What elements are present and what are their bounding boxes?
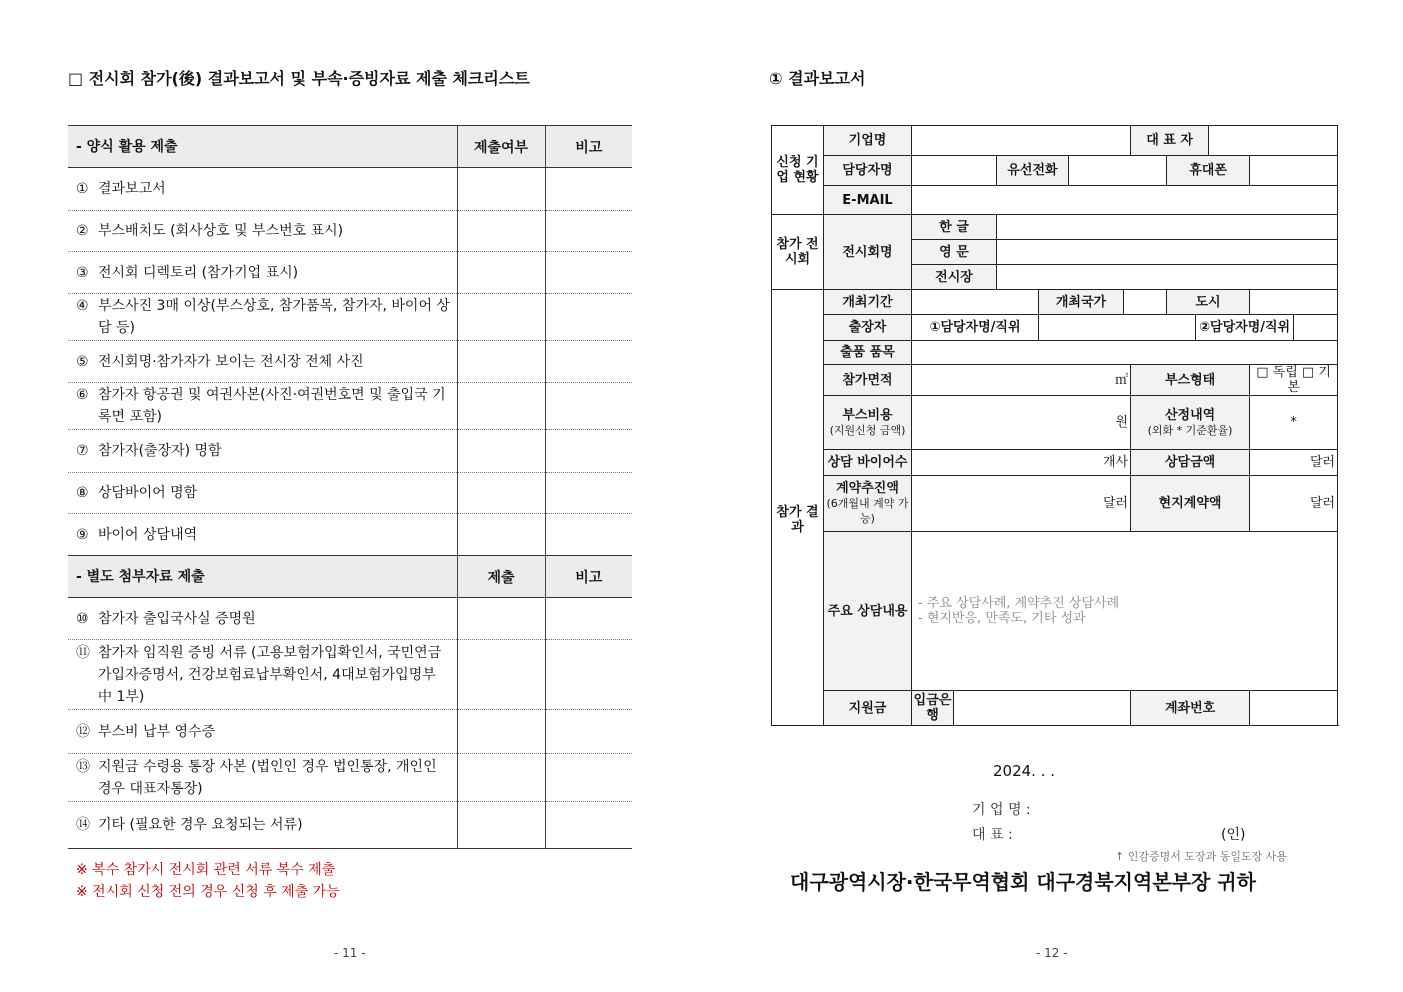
item-number: ⑩ — [76, 610, 89, 627]
note-cell[interactable] — [545, 430, 632, 473]
label-company-name: 기업명 — [824, 126, 912, 156]
report-title: ① 결과보고서 — [769, 69, 866, 88]
checklist-row — [68, 168, 632, 211]
label-email: E-MAIL — [824, 186, 912, 215]
note-cell[interactable] — [545, 598, 632, 640]
label-landline: 유선전화 — [997, 156, 1069, 186]
note-cell[interactable] — [545, 252, 632, 294]
item-text: 참가자 임직원 증빙 서류 (고용보험가입확인서, 국민연금가입자증명서, 건강보험료납부확인서, 4대보험가입명부 中 1부) — [98, 644, 442, 705]
submit-cell[interactable] — [457, 294, 545, 341]
col-note: 비고 — [545, 556, 632, 598]
label-booth-cost — [824, 396, 912, 450]
label-city: 도시 — [1167, 290, 1250, 315]
email-field[interactable] — [912, 186, 1338, 215]
label-ceo: 대 표 자 — [1131, 126, 1209, 156]
item-number: ③ — [76, 264, 89, 281]
note-cell[interactable] — [545, 640, 632, 710]
ceo-field[interactable] — [1209, 126, 1338, 156]
label-exhibition-name: 전시회명 — [824, 215, 912, 290]
label-buyers: 상담 바이어수 — [824, 450, 912, 476]
page-number: - 12 - — [1036, 946, 1068, 960]
mobile-field[interactable] — [1250, 156, 1338, 186]
label-account: 계좌번호 — [1131, 691, 1250, 726]
item-text: 상담바이어 명함 — [98, 485, 198, 501]
hint-line: - 현지반응, 만족도, 기타 성과 — [918, 611, 1086, 626]
contract-sub: (6개월내 계약 가능) — [826, 497, 909, 525]
item-number: ⑫ — [76, 723, 90, 740]
checklist-row — [68, 430, 632, 473]
section-result: 참가 결과 — [772, 315, 824, 726]
dollar-unit[interactable]: 달러 — [1250, 450, 1338, 476]
calc-sub: (외화 * 기준환율) — [1147, 423, 1233, 437]
addressee: 대구광역시장·한국무역협회 대구경북지역본부장 귀하 — [790, 870, 1256, 894]
section-title: - 별도 첨부자료 제출 — [68, 556, 457, 598]
city-field[interactable] — [1250, 290, 1338, 315]
english-name-field[interactable] — [997, 240, 1338, 265]
report-date: 2024. . . — [993, 762, 1056, 780]
item-text: 지원금 수령용 통장 사본 (법인인 경우 법인통장, 개인인 경우 대표자통장) — [98, 758, 437, 797]
seal-mark: (인) — [1221, 827, 1246, 843]
country-field[interactable] — [1124, 290, 1167, 315]
item-text: 부스비 납부 영수증 — [98, 723, 216, 740]
note-cell[interactable] — [545, 211, 632, 252]
main-consult-field[interactable] — [912, 532, 1338, 691]
label-contract — [824, 476, 912, 532]
item-number: ⑭ — [76, 817, 90, 833]
submit-cell[interactable] — [457, 802, 545, 849]
note-cell[interactable] — [545, 383, 632, 430]
landline-field[interactable] — [1069, 156, 1167, 186]
note-cell[interactable] — [545, 754, 632, 802]
note-line: ※ 전시회 신청 전의 경우 신청 후 제출 가능 — [76, 884, 340, 900]
checklist-row — [68, 802, 632, 849]
checklist-row — [68, 640, 632, 710]
account-field[interactable] — [1250, 691, 1338, 726]
korean-name-field[interactable] — [997, 215, 1338, 240]
checklist-row — [68, 341, 632, 383]
company-label: 기 업 명 : — [972, 802, 1031, 818]
label-area: 참가면적 — [824, 365, 912, 396]
checklist-row — [68, 710, 632, 754]
label-calc — [1131, 396, 1250, 450]
checklist-row — [68, 252, 632, 294]
note-cell[interactable] — [545, 341, 632, 383]
submit-cell[interactable] — [457, 211, 545, 252]
submit-cell[interactable] — [457, 598, 545, 640]
label-traveler: 출장자 — [824, 315, 912, 341]
checklist-row — [68, 598, 632, 640]
submit-cell[interactable] — [457, 341, 545, 383]
label-english: 영 문 — [912, 240, 997, 265]
note-line: ※ 복수 참가시 전시회 관련 서류 복수 제출 — [76, 862, 336, 878]
section-title: - 양식 활용 제출 — [68, 126, 457, 168]
manager-field[interactable] — [912, 156, 997, 186]
item-number: ⑦ — [76, 443, 89, 459]
submit-cell[interactable] — [457, 710, 545, 754]
label-main-consult: 주요 상담내용 — [824, 532, 912, 691]
rep-label: 대 표 : — [972, 827, 1013, 843]
item-text: 부스배치도 (회사상호 및 부스번호 표시) — [98, 223, 344, 239]
item-number: ⑪ — [76, 644, 90, 661]
seal-note: ↑ 인감증명서 도장과 동일도장 사용 — [1115, 850, 1287, 863]
label-traveler-2: ②담당자명/직위 — [1196, 315, 1294, 341]
label-products: 출품 품목 — [824, 341, 912, 365]
item-number: ① — [76, 181, 89, 197]
dollar-unit[interactable]: 달러 — [1250, 476, 1338, 532]
submit-cell[interactable] — [457, 383, 545, 430]
label-consult-amount: 상담금액 — [1131, 450, 1250, 476]
dollar-unit[interactable]: 달러 — [912, 476, 1131, 532]
label-subsidy: 지원금 — [824, 691, 912, 726]
submit-cell[interactable] — [457, 640, 545, 710]
note-cell[interactable] — [545, 514, 632, 556]
note-cell[interactable] — [545, 473, 632, 514]
area-unit[interactable]: ㎡ — [912, 365, 1131, 396]
section-header — [68, 126, 632, 168]
traveler-2-field[interactable] — [1294, 315, 1338, 341]
report-form — [771, 125, 1338, 726]
label-country: 개최국가 — [1039, 290, 1124, 315]
item-number: ② — [76, 223, 89, 239]
hint-line: - 주요 상담사례, 계약추진 상담사례 — [918, 596, 1120, 611]
checklist-row — [68, 473, 632, 514]
checklist-title: □ 전시회 참가(後) 결과보고서 및 부속·증빙자료 제출 체크리스트 — [68, 69, 530, 88]
booth-type-options[interactable]: □ 독립 □ 기본 — [1250, 365, 1338, 396]
bank-field[interactable] — [954, 691, 1131, 726]
label-korean: 한 글 — [912, 215, 997, 240]
item-number: ⑬ — [76, 758, 90, 775]
label-traveler-1: ①담당자명/직위 — [912, 315, 1039, 341]
item-text: 부스사진 3매 이상(부스상호, 참가품목, 참가자, 바이어 상담 등) — [98, 298, 450, 336]
note-cell[interactable] — [545, 802, 632, 849]
checklist-row — [68, 383, 632, 430]
col-submit: 제출 — [457, 556, 545, 598]
section-company: 신청 기업 현황 — [772, 126, 824, 215]
submit-cell[interactable] — [457, 252, 545, 294]
company-unit[interactable]: 개사 — [912, 450, 1131, 476]
calc-field[interactable]: * — [1250, 396, 1338, 450]
submit-cell[interactable] — [457, 430, 545, 473]
item-number: ⑧ — [76, 485, 89, 501]
page-number: - 11 - — [334, 946, 366, 960]
submit-cell[interactable] — [457, 754, 545, 802]
item-text: 기타 (필요한 경우 요청되는 서류) — [98, 817, 303, 833]
company-name-field[interactable] — [912, 126, 1131, 156]
checklist-row — [68, 754, 632, 802]
label-mobile: 휴대폰 — [1167, 156, 1250, 186]
label-period: 개최기간 — [824, 290, 912, 315]
blank-cell — [772, 290, 824, 315]
note-cell[interactable] — [545, 294, 632, 341]
item-text: 결과보고서 — [98, 181, 166, 197]
item-number: ⑤ — [76, 353, 89, 370]
item-text: 참가자 출입국사실 증명원 — [98, 610, 256, 627]
booth-cost-title: 부스비용 — [842, 407, 893, 423]
label-bank: 입금은행 — [912, 691, 954, 726]
traveler-1-field[interactable] — [1039, 315, 1196, 341]
checklist-row — [68, 211, 632, 252]
item-text: 참가자(출장자) 명함 — [98, 443, 222, 459]
contract-title: 계약추진액 — [836, 481, 899, 496]
label-booth-type: 부스형태 — [1131, 365, 1250, 396]
note-cell[interactable] — [545, 168, 632, 211]
item-text: 바이어 상담내역 — [98, 526, 198, 543]
venue-field[interactable] — [997, 265, 1338, 290]
submit-cell[interactable] — [457, 473, 545, 514]
item-text: 참가자 항공권 및 여권사본(사진·여권번호면 및 출입국 기록면 포함) — [98, 387, 446, 425]
label-venue: 전시장 — [912, 265, 997, 290]
item-number: ⑥ — [76, 387, 89, 403]
item-text: 전시회 디렉토리 (참가기업 표시) — [98, 264, 299, 281]
item-text: 전시회명·참가자가 보이는 전시장 전체 사진 — [98, 353, 364, 370]
calc-title: 산정내역 — [1164, 407, 1216, 423]
section-header — [68, 556, 632, 598]
label-local-contract: 현지계약액 — [1131, 476, 1250, 532]
checklist-row — [68, 514, 632, 556]
submit-cell[interactable] — [457, 514, 545, 556]
products-field[interactable] — [912, 341, 1338, 365]
note-cell[interactable] — [545, 710, 632, 754]
checklist-table — [68, 125, 632, 849]
item-number: ⑨ — [76, 526, 89, 543]
section-exhibition: 참가 전시회 — [772, 215, 824, 290]
submit-cell[interactable] — [457, 168, 545, 211]
col-note: 비고 — [545, 126, 632, 168]
label-manager: 담당자명 — [824, 156, 912, 186]
item-number: ④ — [76, 298, 89, 314]
checklist-row — [68, 294, 632, 341]
col-submit: 제출여부 — [457, 126, 545, 168]
booth-cost-sub: (지원신청 금액) — [829, 423, 906, 437]
period-field[interactable] — [912, 290, 1039, 315]
won-unit[interactable]: 원 — [912, 396, 1131, 450]
